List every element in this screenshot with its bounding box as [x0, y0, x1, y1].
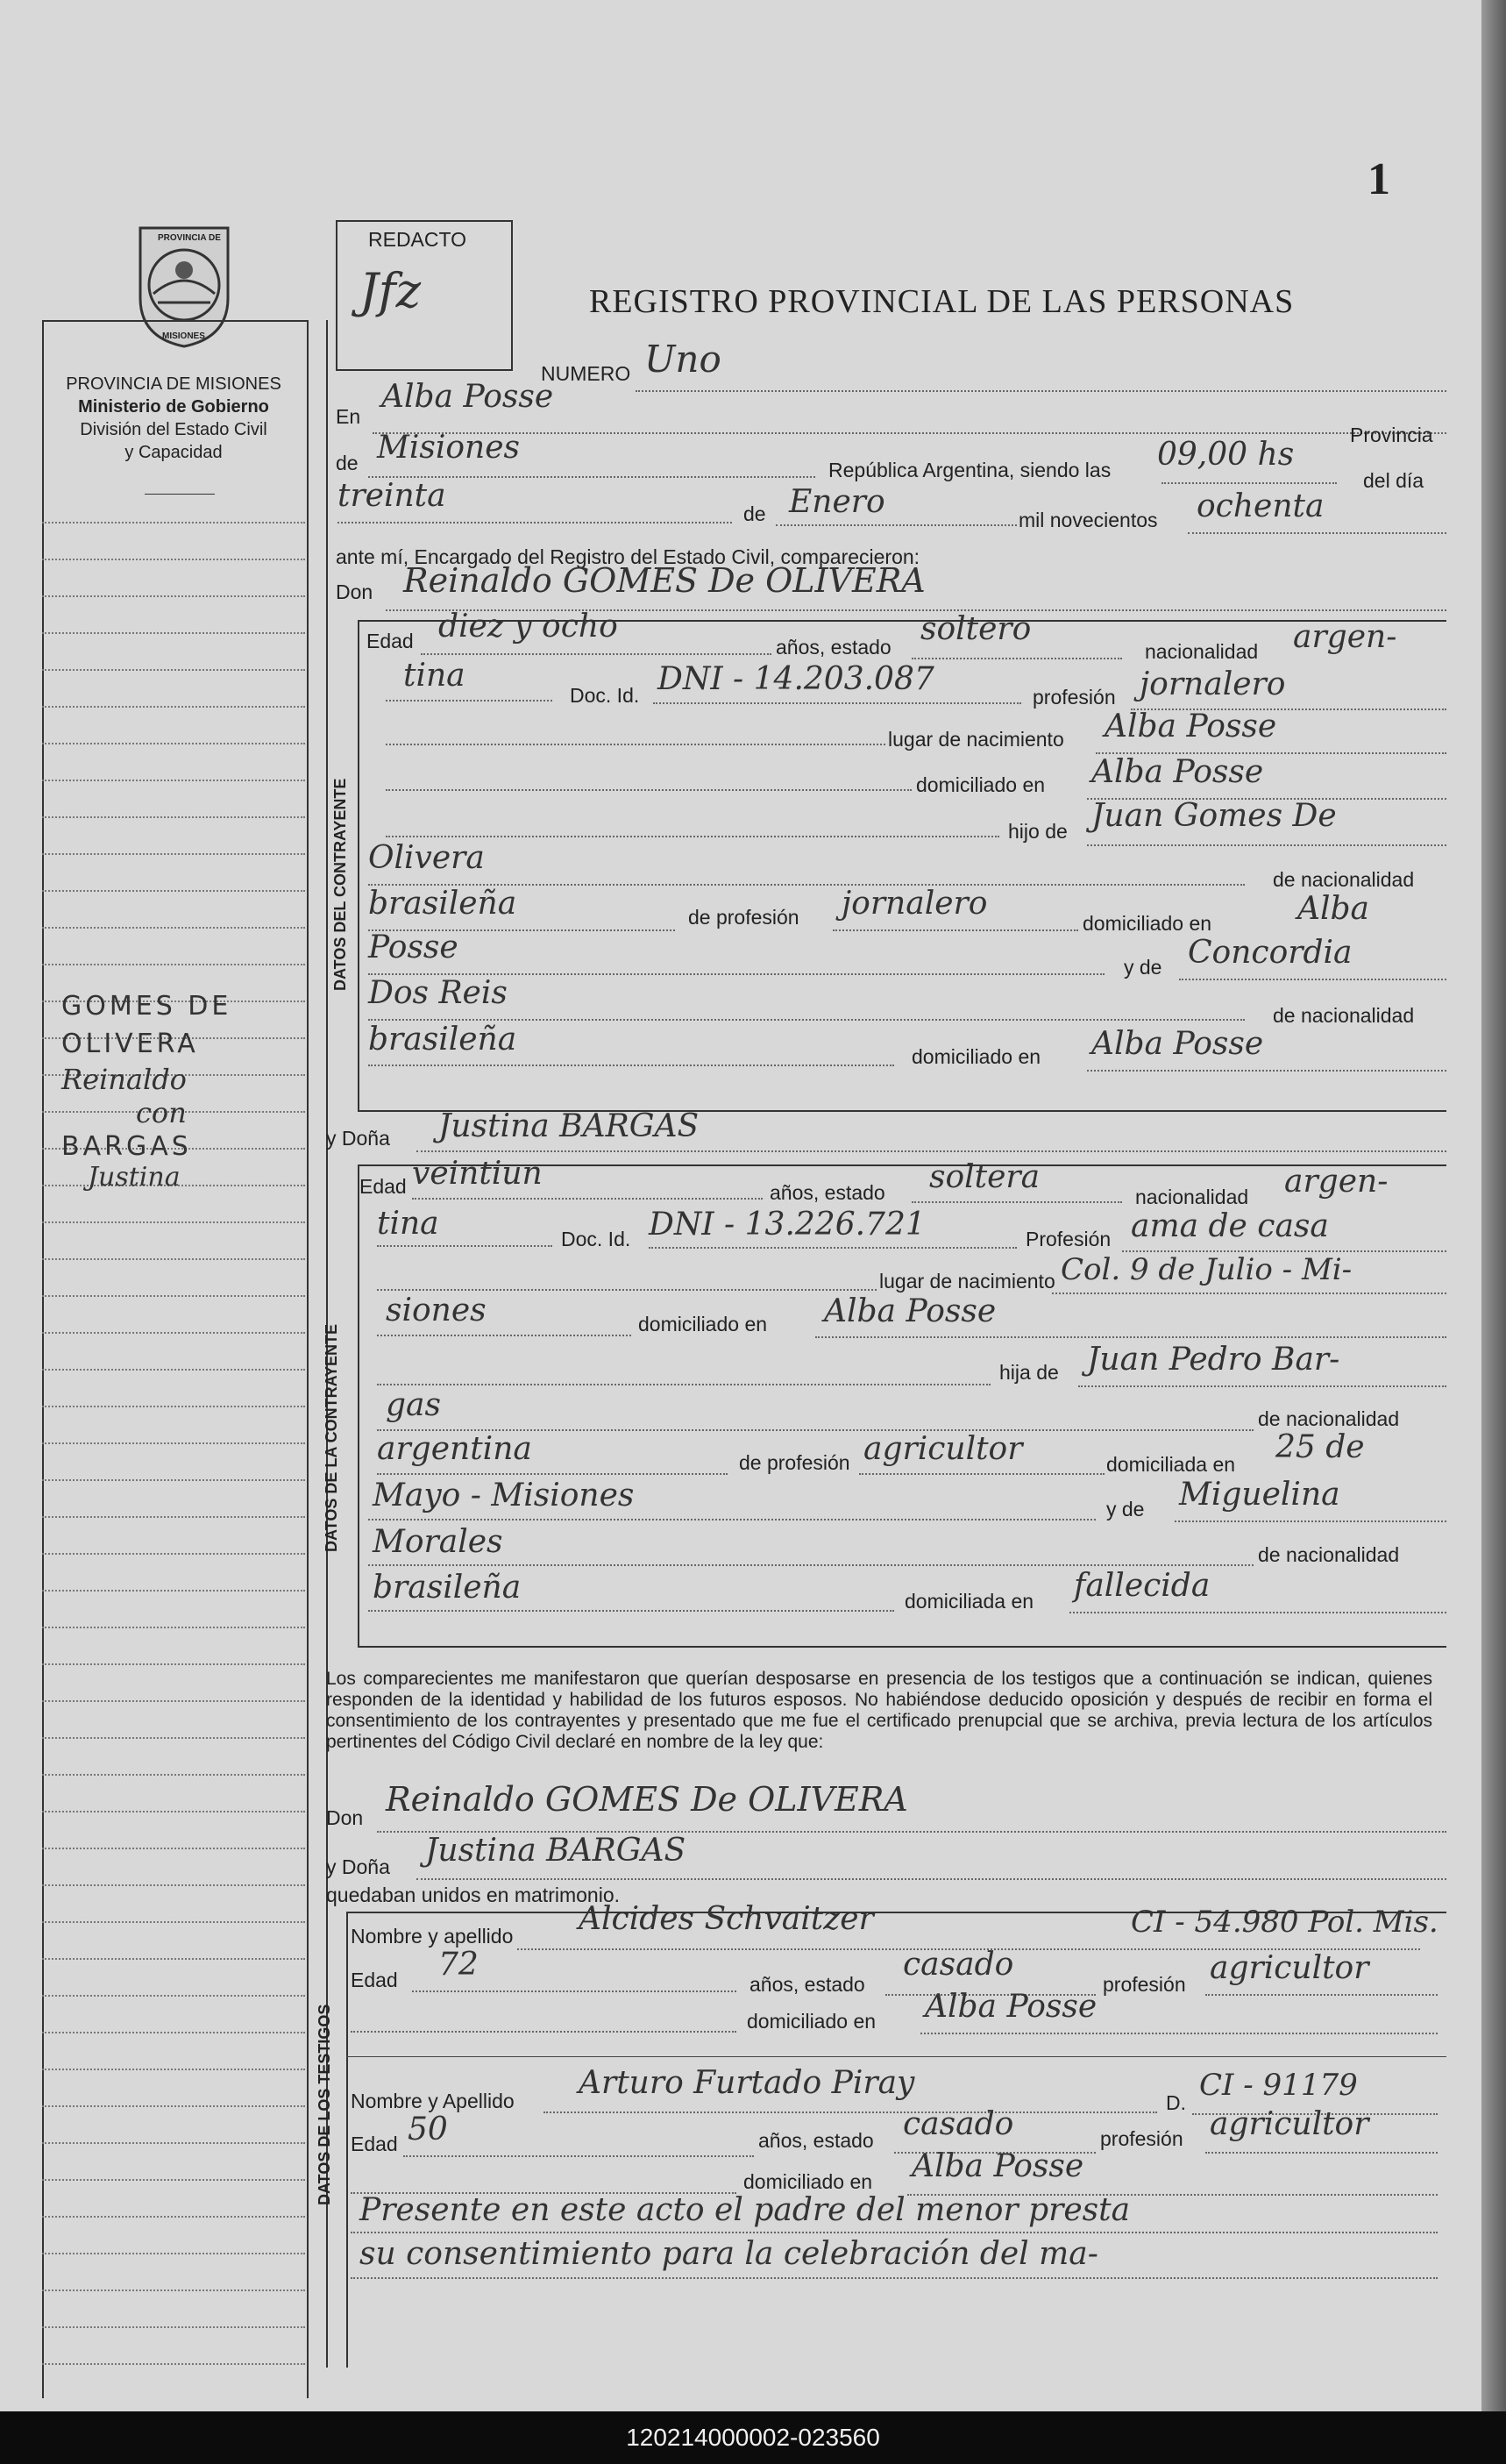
legal-paragraph: Los comparecientes me manifestaron que querían desposarse en presencia de los testigos que a continuación se indican, quienes responden de la identidad y habilidad de los futuros esposos. No habiéndose deducido oposición y después de recibir en forma el consentimiento de los contrayentes y presentado que me fue el certificado prenupcial que se archiva, previa lectura de los artículos pertinentes del Código Civil declaré en nombre de la ley que:	[326, 1669, 1432, 1752]
agency-line-3: División del Estado Civil	[80, 420, 267, 439]
margin-ruled-line	[42, 1884, 305, 1886]
numero-label: NUMERO	[541, 362, 631, 385]
bride-madre-dom-label: domiciliada en	[905, 1590, 1034, 1613]
margin-ruled-line	[42, 2142, 305, 2144]
margin-ruled-line	[42, 1369, 305, 1371]
t1-estado-label: años, estado	[749, 1973, 865, 1996]
margin-ruled-line	[42, 1553, 305, 1555]
margin-ruled-line	[42, 1221, 305, 1223]
margin-ruled-line	[42, 743, 305, 744]
groom-padre-dom-value-2: Posse	[368, 929, 458, 965]
margin-ruled-line	[42, 2179, 305, 2181]
margin-ruled-line	[42, 1442, 305, 1444]
groom-name: Reinaldo GOMES De OLIVERA	[403, 561, 926, 600]
bride-edad-label: Edad	[359, 1175, 407, 1198]
margin-ruled-line	[42, 559, 305, 560]
groom-prof-label: profesión	[1033, 686, 1116, 709]
bride-name: Justina BARGAS	[438, 1108, 700, 1144]
t2-nombre-label: Nombre y Apellido	[351, 2090, 515, 2112]
t2-estado-label: años, estado	[758, 2129, 874, 2152]
bride-padre-value-2: gas	[386, 1387, 441, 1423]
margin-ruled-line	[42, 1406, 305, 1407]
document-id: 120214000002-023560	[0, 2411, 1506, 2464]
margin-note	[61, 991, 231, 1193]
don-label: Don	[336, 580, 373, 603]
t2-edad-value: 50	[408, 2111, 448, 2147]
groom-estado-value: soltero	[920, 611, 1032, 647]
seal-text-bottom: MISIONES	[162, 331, 205, 341]
quedaban-text: quedaban unidos en matrimonio.	[326, 1884, 621, 1906]
bride-doc-label: Doc. Id.	[561, 1228, 631, 1250]
t2-nombre-value: Arturo Furtado Piray	[579, 2065, 915, 2101]
bride-padre-nac-label: de nacionalidad	[1258, 1407, 1400, 1430]
en-label: En	[336, 405, 361, 428]
groom-lugar-value: Alba Posse	[1105, 709, 1277, 744]
margin-ruled-line	[42, 964, 305, 965]
de2-label: de	[743, 502, 766, 525]
book-edge	[1481, 0, 1506, 2411]
redacto-signature: Jfz	[359, 263, 422, 318]
don2-label: Don	[326, 1806, 364, 1829]
bride-edad-value: veintiun	[412, 1156, 543, 1192]
form-title: REGISTRO PROVINCIAL DE LAS PERSONAS	[589, 283, 1295, 320]
margin-ruled-line	[42, 890, 305, 892]
margin-ruled-line	[42, 927, 305, 929]
margin-ruled-line	[42, 632, 305, 634]
agency-line-1: PROVINCIA DE MISIONES	[66, 374, 281, 394]
dona-label: y Doña	[326, 1127, 390, 1150]
margin-ruled-line	[42, 1811, 305, 1812]
province-seal	[123, 219, 245, 351]
redacto-label: REDACTO	[368, 228, 467, 251]
groom-padre-prof-label: de profesión	[688, 906, 799, 929]
groom-nac-value-2: tina	[403, 658, 465, 694]
bride-madre-nac-label: de nacionalidad	[1258, 1543, 1400, 1566]
groom-madre-value: Concordia	[1188, 935, 1353, 971]
margin-ruled-line	[42, 1516, 305, 1518]
margin-ruled-line	[42, 1332, 305, 1334]
t2-prof-label: profesión	[1100, 2127, 1183, 2150]
witness-section-label: DATOS DE LOS TESTIGOS	[316, 2004, 333, 2205]
t2-ci-value: CI - 91179	[1199, 2068, 1358, 2103]
bride-nac-value: argen-	[1284, 1164, 1389, 1200]
groom-nac-label: nacionalidad	[1145, 640, 1259, 663]
t2-d-label: D.	[1166, 2091, 1186, 2114]
provincia-label: Provincia	[1350, 424, 1433, 446]
t1-prof-label: profesión	[1103, 1973, 1186, 1996]
groom-doc-value: DNI - 14.203.087	[657, 661, 934, 697]
margin-ruled-line	[42, 669, 305, 671]
margin-ruled-line	[42, 1921, 305, 1923]
bride-lugar-value: Col. 9 de Julio - Mi-	[1061, 1252, 1353, 1287]
bride-section-border	[358, 1164, 359, 1647]
dia-value: treinta	[337, 478, 446, 514]
groom-prof-value: jornalero	[1140, 666, 1286, 702]
groom-yde-label: y de	[1124, 956, 1162, 979]
margin-ruled-line	[42, 1995, 305, 1997]
groom-padre-nac-value: brasileña	[368, 886, 517, 922]
bride-dom-label: domiciliado en	[638, 1313, 768, 1335]
bride-estado-label: años, estado	[770, 1181, 885, 1204]
bride-yde-label: y de	[1106, 1498, 1145, 1520]
groom-lugar-label: lugar de nacimiento	[888, 728, 1064, 751]
bride-name-2: Justina BARGAS	[425, 1833, 686, 1869]
t2-estado-value: casado	[903, 2106, 1014, 2142]
dona2-label: y Doña	[326, 1855, 390, 1878]
margin-ruled-line	[42, 1774, 305, 1776]
bride-madre-dom-value: fallecida	[1074, 1568, 1211, 1604]
mes-value: Enero	[789, 484, 885, 520]
margin-ruled-line	[42, 522, 305, 523]
groom-nac-value: argen-	[1293, 619, 1397, 655]
margin-ruled-line	[42, 1958, 305, 1960]
groom-estado-label: años, estado	[776, 636, 892, 659]
bride-dom-value: Alba Posse	[824, 1293, 997, 1329]
de-value: Misiones	[377, 430, 521, 466]
margin-note-line-5: BARGAS	[61, 1131, 192, 1162]
margin-ruled-line	[42, 1700, 305, 1702]
bride-padre-prof-label: de profesión	[739, 1451, 850, 1474]
margin-ruled-line	[42, 780, 305, 781]
numero-value: Uno	[644, 338, 721, 381]
margin-ruled-line	[42, 2216, 305, 2218]
margin-ruled-line	[42, 706, 305, 708]
t2-dom-value: Alba Posse	[912, 2148, 1084, 2184]
t2-edad-label: Edad	[351, 2133, 398, 2155]
page-number: 1	[1367, 154, 1390, 204]
hora-value: 09,00 hs	[1157, 437, 1295, 473]
margin-ruled-line	[42, 2253, 305, 2254]
seal-text-top: PROVINCIA DE	[158, 233, 221, 243]
margin-ruled-line	[42, 2069, 305, 2070]
margin-ruled-line	[42, 1295, 305, 1297]
groom-padre-dom-label: domiciliado en	[1083, 912, 1212, 935]
margin-ruled-line	[42, 2105, 305, 2107]
bride-nac-label: nacionalidad	[1135, 1186, 1249, 1208]
bride-madre-value-2: Morales	[373, 1524, 503, 1560]
t1-dom-label: domiciliado en	[747, 2010, 877, 2033]
note-line-1: Presente en este acto el padre del menor presta	[359, 2192, 1131, 2228]
margin-ruled-line	[42, 1663, 305, 1665]
agency-line-2: Ministerio de Gobierno	[78, 397, 269, 417]
groom-section-border	[358, 620, 359, 1111]
groom-edad-value: diez y ocho	[438, 609, 618, 644]
margin-ruled-line	[42, 2032, 305, 2033]
margin-ruled-line	[42, 1627, 305, 1628]
bride-estado-value: soltera	[929, 1159, 1041, 1195]
t1-estado-value: casado	[903, 1947, 1014, 1983]
bride-madre-value: Miguelina	[1179, 1477, 1340, 1513]
groom-padre-value: Juan Gomes De	[1091, 798, 1337, 834]
t1-edad-value: 72	[438, 1947, 479, 1983]
bride-prof-value: ama de casa	[1131, 1208, 1329, 1244]
groom-padre-value-2: Olivera	[368, 840, 485, 876]
margin-ruled-line	[42, 1737, 305, 1739]
agency-block	[42, 373, 305, 464]
groom-madre-dom-value: Alba Posse	[1091, 1026, 1264, 1062]
groom-name-2: Reinaldo GOMES De OLIVERA	[386, 1780, 908, 1819]
groom-padre-prof-value: jornalero	[842, 886, 988, 922]
anio-value: ochenta	[1197, 488, 1325, 524]
groom-hijo-label: hijo de	[1008, 820, 1068, 843]
agency-line-4: y Capacidad	[124, 443, 223, 462]
bride-padre-prof-value: agricultor	[863, 1431, 1023, 1467]
t1-prof-value: agricultor	[1210, 1950, 1369, 1986]
en-value: Alba Posse	[381, 379, 554, 415]
bride-lugar-value-2: siones	[386, 1293, 487, 1328]
bride-padre-nac-value: argentina	[377, 1431, 532, 1467]
bride-hija-label: hija de	[999, 1361, 1059, 1384]
margin-top-border	[42, 320, 307, 322]
witness-section-border	[346, 1912, 348, 2368]
bride-nac-value-2: tina	[377, 1206, 439, 1242]
groom-madre-nac-value: brasileña	[368, 1022, 517, 1058]
bride-padre-value: Juan Pedro Bar-	[1087, 1342, 1340, 1378]
margin-ruled-line	[42, 2290, 305, 2291]
margin-ruled-line	[42, 1848, 305, 1849]
t2-prof-value: agricultor	[1210, 2106, 1369, 2142]
groom-padre-nac-label: de nacionalidad	[1273, 868, 1415, 891]
bride-doc-value: DNI - 13.226.721	[649, 1207, 926, 1243]
t1-ci-value: CI - 54.980 Pol. Mis.	[1131, 1905, 1439, 1940]
margin-ruled-line	[42, 816, 305, 818]
bride-padre-dom-value: 25 de	[1275, 1429, 1365, 1465]
margin-note-line-4: con	[136, 1096, 187, 1129]
margin-ruled-line	[42, 1479, 305, 1481]
groom-madre-dom-label: domiciliado en	[912, 1045, 1041, 1068]
margin-ruled-line	[42, 853, 305, 855]
groom-doc-label: Doc. Id.	[570, 684, 640, 707]
margin-right-border	[307, 320, 309, 2398]
groom-dom-label: domiciliado en	[916, 773, 1046, 796]
margin-note-line-6: Justina	[88, 1162, 181, 1193]
bride-madre-nac-value: brasileña	[373, 1570, 522, 1606]
t1-dom-value: Alba Posse	[925, 1989, 1098, 2025]
bride-lugar-label: lugar de nacimiento	[879, 1270, 1055, 1293]
margin-ruled-line	[42, 1590, 305, 1592]
groom-section-label: DATOS DEL CONTRAYENTE	[331, 778, 349, 991]
note-line-2: su consentimiento para la celebración del ma-	[359, 2236, 1098, 2272]
t1-edad-label: Edad	[351, 1969, 398, 1991]
bride-section-bottom	[358, 1646, 1446, 1648]
bride-prof-label: Profesión	[1026, 1228, 1112, 1250]
del-dia-label: del día	[1363, 469, 1424, 492]
groom-dom-value: Alba Posse	[1091, 754, 1264, 790]
de-label: de	[336, 452, 359, 474]
groom-madre-value-2: Dos Reis	[368, 975, 508, 1011]
t2-dom-label: domiciliado en	[743, 2170, 873, 2193]
t1-nombre-value: Alcides Schvaitzer	[579, 1901, 874, 1937]
margin-ruled-line	[42, 2363, 305, 2365]
groom-madre-nac-label: de nacionalidad	[1273, 1004, 1415, 1027]
bride-padre-dom-value-2: Mayo - Misiones	[373, 1478, 635, 1513]
groom-edad-label: Edad	[366, 630, 414, 652]
agency-divider	[145, 494, 215, 495]
margin-note-line-3: Reinaldo	[61, 1063, 187, 1096]
t1-nombre-label: Nombre y apellido	[351, 1925, 514, 1948]
bride-padre-dom-label: domiciliada en	[1106, 1453, 1236, 1476]
witness-divider	[346, 2056, 1446, 2057]
mil-label: mil novecientos	[1019, 509, 1158, 531]
margin-ruled-line	[42, 2326, 305, 2328]
bride-section-label: DATOS DE LA CONTRAYENTE	[323, 1323, 340, 1552]
republica-label: República Argentina, siendo las	[828, 459, 1112, 481]
ante-mi-text: ante mí, Encargado del Registro del Estado Civil, comparecieron:	[336, 545, 920, 568]
margin-ruled-line	[42, 1258, 305, 1260]
groom-padre-dom-value: Alba	[1297, 891, 1370, 927]
margin-note-line-1: GOMES DE	[61, 991, 232, 1022]
margin-note-line-2: OLIVERA	[61, 1029, 199, 1059]
margin-ruled-line	[42, 595, 305, 597]
